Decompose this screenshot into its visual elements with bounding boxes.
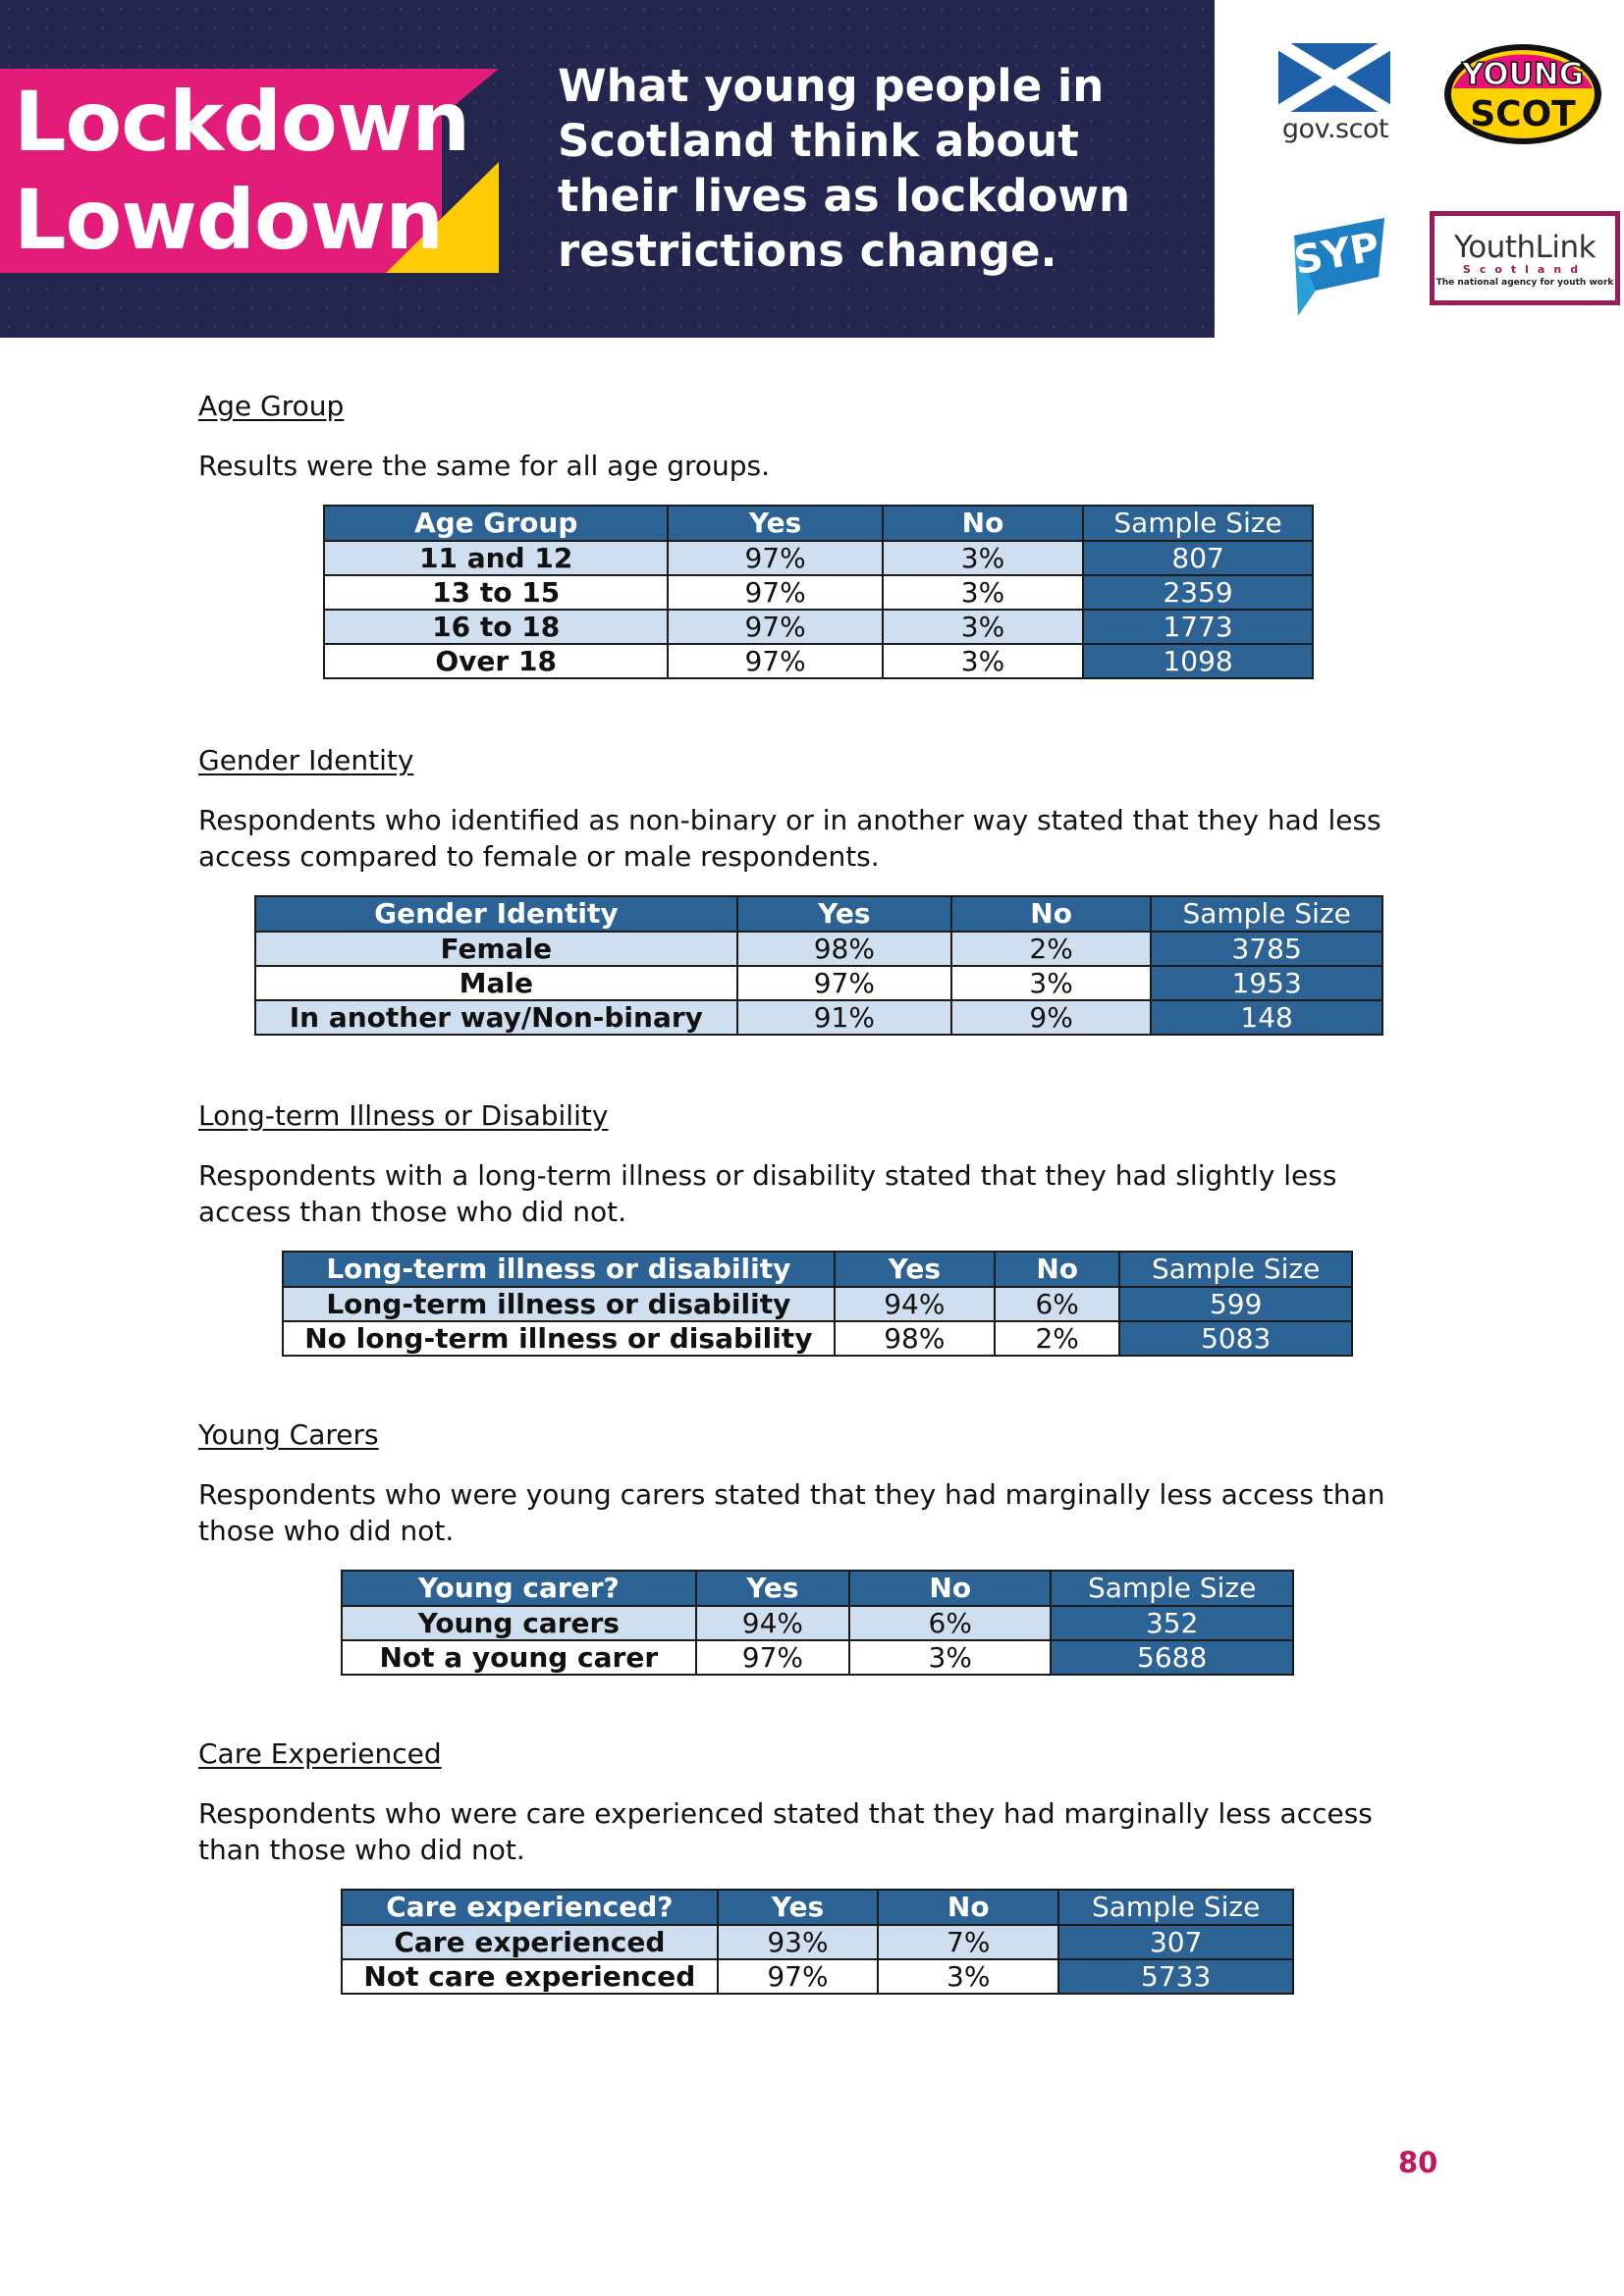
table-row (342, 1606, 1293, 1640)
table-row (324, 610, 1313, 644)
banner-subtitle-line-2: Scotland think about (558, 115, 1079, 167)
table-row (342, 1959, 1293, 1994)
table-row (324, 644, 1313, 678)
column-header: Care experienced? (342, 1890, 718, 1925)
sample-size-cell: 1773 (1083, 610, 1313, 644)
young-carers-table (341, 1570, 1294, 1676)
row-label: Young carers (342, 1606, 696, 1640)
row-label: Not a young carer (342, 1640, 696, 1675)
young-carers-heading: Young Carers (198, 1418, 379, 1451)
young-scot-line-1: YOUNG (1461, 57, 1585, 92)
sample-size-cell: 352 (1051, 1606, 1293, 1640)
row-label: Male (255, 966, 737, 1000)
yes-cell: 91% (737, 1000, 951, 1035)
table-row (342, 1925, 1293, 1959)
sample-size-cell: 307 (1058, 1925, 1293, 1959)
youthlink-scotland-logo (1430, 211, 1620, 305)
illness-disability-heading: Long-term Illness or Disability (198, 1099, 609, 1132)
yes-cell: 97% (668, 610, 882, 644)
banner-subtitle-line-1: What young people in (558, 60, 1105, 112)
yes-cell: 98% (737, 932, 951, 966)
column-header: Age Group (324, 506, 668, 541)
table-header-row (255, 896, 1382, 932)
page-number: 80 (1398, 2146, 1438, 2179)
column-header: No (995, 1252, 1119, 1287)
column-header: Sample Size (1119, 1252, 1352, 1287)
banner-subtitle (558, 59, 1186, 279)
illness-disability-text (198, 1157, 1435, 1230)
banner-title-line-1: Lockdown (14, 74, 470, 170)
sample-size-cell: 807 (1083, 541, 1313, 575)
table-row (283, 1287, 1352, 1321)
column-header: Gender Identity (255, 896, 737, 932)
youthlink-logo-tagline: The national agency for youth work (1435, 278, 1614, 288)
gender-identity-heading: Gender Identity (198, 744, 414, 776)
age-group-text: Results were the same for all age groups. (198, 450, 771, 482)
gender-identity-text-line-1: Respondents who identified as non-binary or in another way stated that they had less (198, 804, 1381, 836)
column-header: Yes (668, 506, 882, 541)
gender-identity-text (198, 802, 1435, 875)
no-cell: 3% (883, 541, 1083, 575)
sample-size-cell: 3785 (1151, 932, 1382, 966)
row-label: Not care experienced (342, 1959, 718, 1994)
row-label: 13 to 15 (324, 575, 668, 610)
table-header-row (324, 506, 1313, 541)
column-header: Long-term illness or disability (283, 1252, 835, 1287)
column-header: No (849, 1571, 1051, 1606)
no-cell: 3% (849, 1640, 1051, 1675)
care-experienced-text-line-2: than those who did not. (198, 1834, 525, 1866)
table-row (324, 541, 1313, 575)
table-header-row (342, 1890, 1293, 1925)
youthlink-logo-subtext: Scotland (1462, 263, 1588, 276)
table-row (255, 966, 1382, 1000)
sample-size-cell: 148 (1151, 1000, 1382, 1035)
no-cell: 7% (878, 1925, 1058, 1959)
table-row (283, 1321, 1352, 1356)
young-carers-text (198, 1476, 1435, 1549)
illness-disability-text-line-1: Respondents with a long-term illness or disability stated that they had slightly less (198, 1159, 1337, 1192)
column-header: Yes (718, 1890, 878, 1925)
yes-cell: 97% (668, 575, 882, 610)
yes-cell: 97% (718, 1959, 878, 1994)
young-scot-logo (1441, 41, 1604, 147)
yes-cell: 93% (718, 1925, 878, 1959)
column-header: No (883, 506, 1083, 541)
sample-size-cell: 1098 (1083, 644, 1313, 678)
yes-cell: 97% (696, 1640, 850, 1675)
sample-size-cell: 5688 (1051, 1640, 1293, 1675)
column-header: Yes (696, 1571, 850, 1606)
no-cell: 2% (995, 1321, 1119, 1356)
illness-disability-text-line-2: access than those who did not. (198, 1196, 627, 1228)
lockdown-lowdown-banner (0, 0, 1215, 338)
yes-cell: 94% (696, 1606, 850, 1640)
banner-title (14, 73, 469, 269)
yes-cell: 97% (668, 644, 882, 678)
column-header: Sample Size (1151, 896, 1382, 932)
sample-size-cell: 5083 (1119, 1321, 1352, 1356)
young-carers-text-line-2: those who did not. (198, 1515, 455, 1547)
care-experienced-text (198, 1795, 1435, 1868)
yes-cell: 94% (835, 1287, 995, 1321)
no-cell: 3% (883, 610, 1083, 644)
no-cell: 3% (878, 1959, 1058, 1994)
care-experienced-table (341, 1889, 1294, 1995)
table-row (324, 575, 1313, 610)
young-scot-line-2: SCOT (1470, 94, 1576, 134)
table-row (255, 1000, 1382, 1035)
row-label: In another way/Non-binary (255, 1000, 737, 1035)
govscot-logo-text: gov.scot (1281, 114, 1389, 144)
column-header: No (951, 896, 1151, 932)
sample-size-cell: 599 (1119, 1287, 1352, 1321)
row-label: Female (255, 932, 737, 966)
row-label: 11 and 12 (324, 541, 668, 575)
banner-subtitle-line-3: their lives as lockdown (558, 170, 1131, 222)
column-header: Sample Size (1058, 1890, 1293, 1925)
syp-logo-text: SYP (1290, 224, 1383, 285)
column-header: Young carer? (342, 1571, 696, 1606)
row-label: Over 18 (324, 644, 668, 678)
youthlink-logo-text: YouthLink (1453, 230, 1597, 265)
no-cell: 3% (951, 966, 1151, 1000)
yes-cell: 97% (737, 966, 951, 1000)
table-row (255, 932, 1382, 966)
row-label: Care experienced (342, 1925, 718, 1959)
no-cell: 3% (883, 644, 1083, 678)
scottish-youth-parliament-logo (1276, 196, 1394, 319)
row-label: No long-term illness or disability (283, 1321, 835, 1356)
no-cell: 9% (951, 1000, 1151, 1035)
banner-subtitle-line-4: restrictions change. (558, 225, 1057, 277)
age-group-table (323, 505, 1314, 679)
yes-cell: 98% (835, 1321, 995, 1356)
table-header-row (283, 1252, 1352, 1287)
no-cell: 6% (849, 1606, 1051, 1640)
column-header: Sample Size (1083, 506, 1313, 541)
gender-identity-text-line-2: access compared to female or male respondents. (198, 840, 880, 873)
care-experienced-heading: Care Experienced (198, 1737, 442, 1770)
sample-size-cell: 5733 (1058, 1959, 1293, 1994)
yes-cell: 97% (668, 541, 882, 575)
no-cell: 6% (995, 1287, 1119, 1321)
row-label: 16 to 18 (324, 610, 668, 644)
table-row (342, 1640, 1293, 1675)
sample-size-cell: 1953 (1151, 966, 1382, 1000)
sample-size-cell: 2359 (1083, 575, 1313, 610)
row-label: Long-term illness or disability (283, 1287, 835, 1321)
column-header: Sample Size (1051, 1571, 1293, 1606)
no-cell: 2% (951, 932, 1151, 966)
care-experienced-text-line-1: Respondents who were care experienced stated that they had marginally less access (198, 1797, 1373, 1830)
column-header: No (878, 1890, 1058, 1925)
saltire-flag-icon (1278, 43, 1390, 112)
illness-disability-table (282, 1251, 1353, 1357)
column-header: Yes (737, 896, 951, 932)
column-header: Yes (835, 1252, 995, 1287)
young-carers-text-line-1: Respondents who were young carers stated that they had marginally less access than (198, 1478, 1385, 1511)
banner-title-line-2: Lowdown (14, 172, 444, 268)
table-header-row (342, 1571, 1293, 1606)
no-cell: 3% (883, 575, 1083, 610)
age-group-heading: Age Group (198, 390, 345, 422)
govscot-logo (1278, 43, 1392, 151)
gender-identity-table (254, 895, 1383, 1036)
